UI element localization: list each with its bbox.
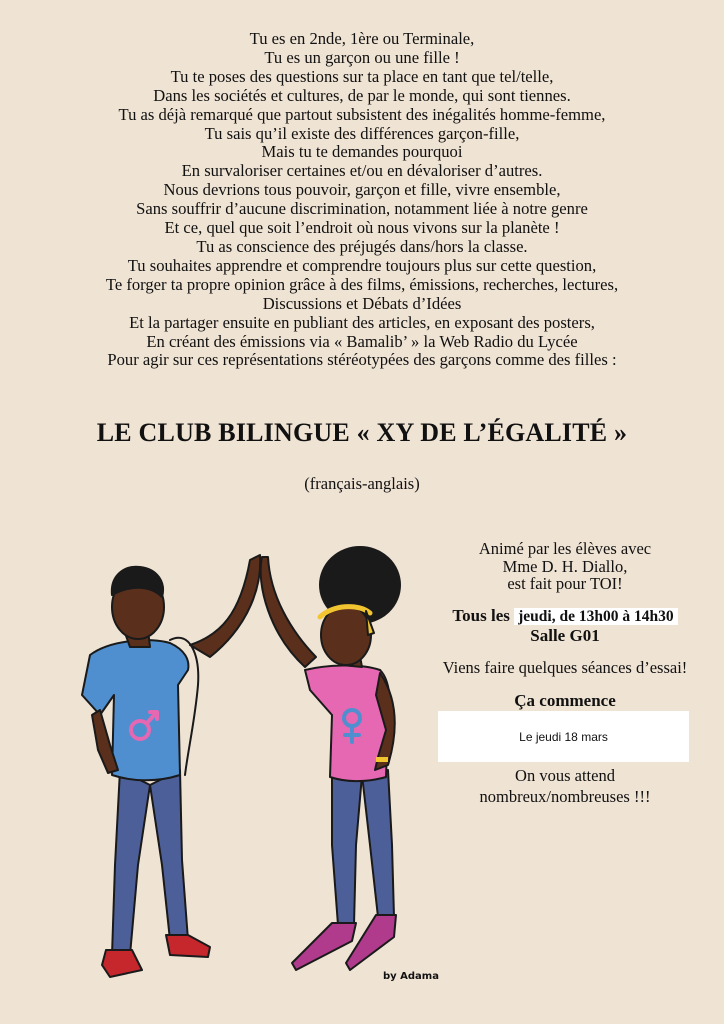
animated-by-line: est fait pour TOI! (507, 574, 623, 593)
intro-line: Nous devrions tous pouvoir, garçon et fille, vivre ensemble, (163, 180, 561, 200)
animated-by-line: Mme D. H. Diallo, (502, 556, 628, 576)
intro-line: Tu as conscience des préjugés dans/hors la classe. (196, 236, 528, 256)
schedule-prefix: Tous les (452, 606, 510, 625)
closing-block (420, 765, 710, 807)
schedule-room: Salle G01 (530, 626, 600, 645)
girl-figure (261, 547, 400, 970)
intro-line: Pour agir sur ces représentations stéréotypées des garçons comme des filles : (107, 350, 617, 370)
closing-line: nombreux/nombreuses !!! (479, 787, 651, 806)
schedule-time: jeudi, de 13h00 à 14h30 (514, 608, 677, 625)
intro-line: Tu es en 2nde, 1ère ou Terminale, (249, 29, 475, 48)
intro-paragraph (0, 30, 724, 370)
intro-line: Tu souhaites apprendre et comprendre toujours plus sur cette question, (127, 255, 597, 275)
start-label: Ça commence (514, 691, 616, 710)
trial-text: Viens faire quelques séances d’essai! (442, 658, 688, 677)
intro-line: Et ce, quel que soit l’endroit où nous vivons sur la planète ! (164, 218, 560, 238)
intro-line: Tu te poses des questions sur ta place en tant que tel/telle, (170, 66, 554, 86)
animated-by-line: Animé par les élèves avec (478, 539, 652, 558)
intro-line: Sans souffrir d’aucune discrimination, notamment liée à notre genre (136, 199, 588, 219)
intro-line: En survaloriser certaines et/ou en dévaloriser d’autres. (181, 161, 543, 181)
start-date-box (438, 711, 689, 762)
intro-line: En créant des émissions via « Bamalib’ » la Web Radio du Lycée (146, 331, 578, 351)
intro-line: Te forger ta propre opinion grâce à des films, émissions, recherches, lectures, (105, 274, 619, 294)
intro-line: Tu sais qu’il existe des différences garçon-fille, (204, 123, 520, 143)
intro-line: Mais tu te demandes pourquoi (261, 142, 463, 162)
club-title: LE CLUB BILINGUE « XY DE L’ÉGALITÉ » (96, 418, 628, 447)
intro-line: Dans les sociétés et cultures, de par le monde, qui sont tiennes. (153, 85, 571, 105)
intro-line: Discussions et Débats d’Idées (262, 293, 462, 313)
animated-by-block (420, 540, 710, 593)
schedule-block (420, 606, 710, 645)
intro-line: Tu as déjà remarqué que partout subsistent des inégalités homme-femme, (118, 104, 606, 124)
boy-figure (82, 555, 260, 977)
club-subtitle: (français-anglais) (304, 474, 420, 493)
illustration-credit: by Adama (383, 971, 439, 982)
start-date: Le jeudi 18 mars (519, 729, 608, 744)
intro-line: Tu es un garçon ou une fille ! (264, 47, 460, 67)
closing-line: On vous attend (515, 766, 615, 785)
intro-line: Et la partager ensuite en publiant des articles, en exposant des posters, (129, 312, 595, 332)
high-five-illustration (70, 545, 420, 990)
